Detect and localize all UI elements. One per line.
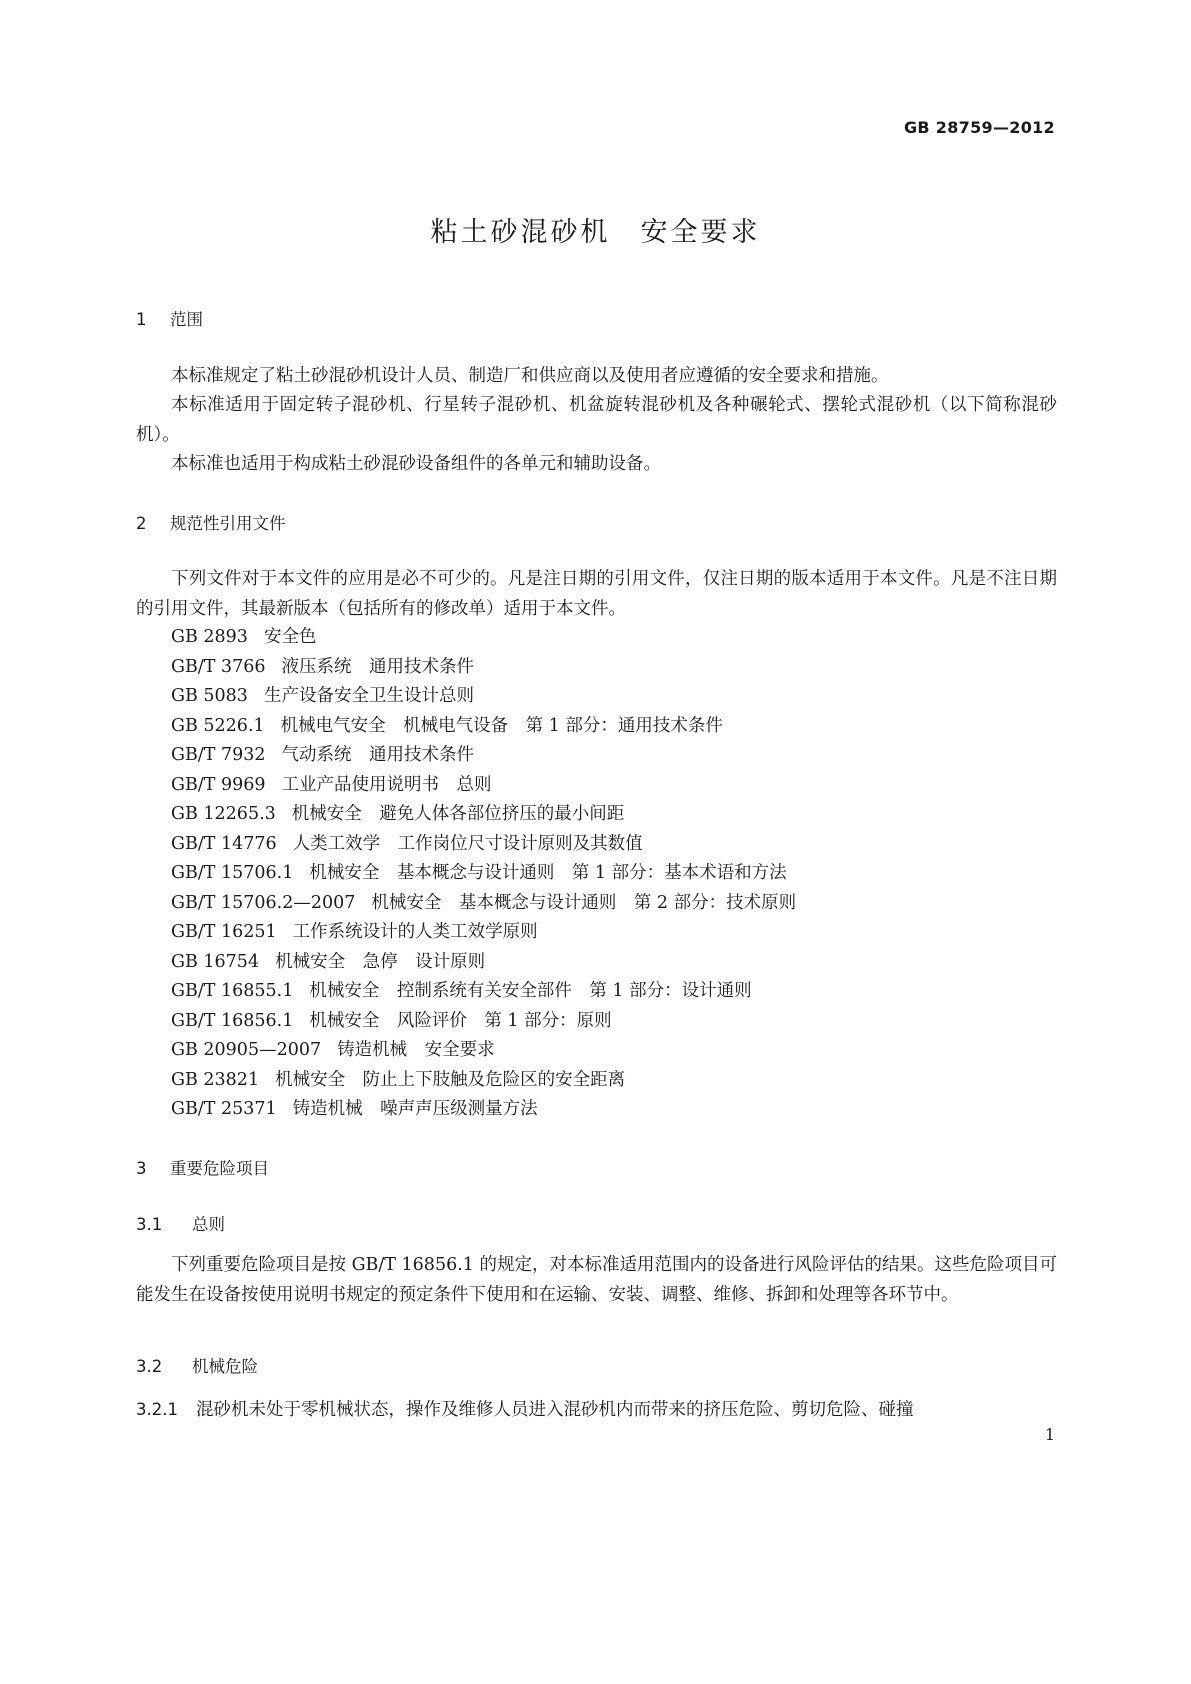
- section-2-intro: 下列文件对于本文件的应用是必不可少的。凡是注日期的引用文件，仅注日期的版本适用于本文件。凡是不注日期的引用文件，其最新版本（包括所有的修改单）适用于本文件。: [136, 569, 1057, 619]
- reference-title: 工作系统设计的人类工效学原则: [292, 922, 538, 942]
- reference-code: GB/T 7932: [171, 745, 266, 765]
- reference-title: 生产设备安全卫生设计总则: [263, 686, 474, 706]
- reference-title: 工业产品使用说明书 总则: [281, 774, 492, 795]
- section-title: 范围: [170, 310, 203, 329]
- reference-title: 铸造机械 安全要求: [337, 1040, 495, 1060]
- section-title: 重要危险项目: [170, 1159, 269, 1178]
- reference-code: GB 16754: [171, 951, 260, 972]
- clause-text: 混砂机未处于零机械状态，操作及维修人员进入混砂机内而带来的挤压危险、剪切危险、碰撞: [196, 1400, 914, 1420]
- list-item: [171, 859, 796, 889]
- reference-title: 安全色: [263, 627, 317, 647]
- list-item: [171, 1095, 796, 1125]
- reference-title: 机械安全 风险评价 第 1 部分：原则: [309, 1010, 612, 1031]
- reference-code: GB 20905—2007: [171, 1040, 322, 1060]
- reference-title: 气动系统 通用技术条件: [281, 745, 475, 765]
- section-1-heading: [136, 306, 203, 330]
- reference-title: 机械安全 急停 设计原则: [275, 951, 486, 972]
- list-item: [171, 771, 796, 801]
- list-item: [171, 918, 796, 948]
- list-item: [171, 623, 796, 653]
- reference-title: 液压系统 通用技术条件: [281, 656, 475, 677]
- subsection-title: 总则: [192, 1215, 225, 1234]
- reference-title: 铸造机械 噪声声压级测量方法: [292, 1099, 538, 1119]
- list-item: [171, 712, 796, 742]
- reference-title: 机械安全 避免人体各部位挤压的最小间距: [291, 804, 625, 824]
- normative-reference-list: [171, 623, 796, 1125]
- list-item: [171, 830, 796, 860]
- subsection-3-1-paragraph: 下列重要危险项目是按 GB/T 16856.1 的规定，对本标准适用范围内的设备进行风险评估的结果。这些危险项目可能发生在设备按使用说明书规定的预定条件下使用和在运输、安装、调整、维修、拆卸和处理等各环节中。: [136, 1255, 1057, 1305]
- reference-title: 机械安全 防止上下肢触及危险区的安全距离: [275, 1069, 626, 1090]
- reference-code: GB/T 16856.1: [171, 1010, 294, 1031]
- reference-code: GB/T 3766: [171, 656, 266, 677]
- page-number: 1: [1044, 1425, 1055, 1444]
- section-1-paragraph-1: 本标准规定了粘土砂混砂机设计人员、制造厂和供应商以及使用者应遵循的安全要求和措施。: [171, 366, 889, 386]
- list-item: [171, 977, 796, 1007]
- section-number: 3: [136, 1159, 147, 1178]
- document-title: 粘土砂混砂机 安全要求: [430, 217, 761, 248]
- list-item: [171, 741, 796, 771]
- list-item: [171, 889, 796, 919]
- list-item: [171, 1066, 796, 1096]
- list-item: [171, 1036, 796, 1066]
- reference-title: 人类工效学 工作岗位尺寸设计原则及其数值: [292, 833, 643, 854]
- reference-code: GB/T 16251: [171, 922, 277, 942]
- reference-code: GB 23821: [171, 1069, 260, 1090]
- section-2-heading: [136, 510, 286, 534]
- section-number: 1: [136, 310, 147, 329]
- section-1-paragraph-3: 本标准也适用于构成粘土砂混砂设备组件的各单元和辅助设备。: [171, 454, 661, 474]
- reference-title: 机械安全 基本概念与设计通则 第 2 部分：技术原则: [371, 892, 797, 913]
- reference-code: GB/T 15706.2—2007: [171, 892, 356, 913]
- clause-number: 3.2.1: [136, 1400, 178, 1419]
- reference-title: 机械电气安全 机械电气设备 第 1 部分：通用技术条件: [280, 715, 723, 736]
- reference-code: GB 5083: [171, 686, 248, 706]
- reference-code: GB/T 25371: [171, 1099, 277, 1119]
- list-item: [171, 1007, 796, 1037]
- subsection-3-1-heading: [136, 1211, 225, 1235]
- list-item: [171, 653, 796, 683]
- reference-code: GB/T 15706.1: [171, 863, 294, 883]
- subsection-number: 3.1: [136, 1215, 163, 1234]
- reference-code: GB 5226.1: [171, 715, 265, 736]
- list-item: [171, 948, 796, 978]
- subsection-title: 机械危险: [192, 1357, 258, 1376]
- reference-code: GB/T 9969: [171, 774, 266, 795]
- section-number: 2: [136, 514, 147, 533]
- reference-title: 机械安全 基本概念与设计通则 第 1 部分：基本术语和方法: [309, 863, 787, 883]
- reference-code: GB/T 16855.1: [171, 981, 294, 1001]
- standard-code: GB 28759—2012: [904, 118, 1055, 137]
- section-3-heading: [136, 1155, 269, 1179]
- section-title: 规范性引用文件: [170, 514, 286, 533]
- reference-title: 机械安全 控制系统有关安全部件 第 1 部分：设计通则: [309, 981, 752, 1001]
- reference-code: GB 12265.3: [171, 804, 276, 824]
- section-1-paragraph-2: 本标准适用于固定转子混砂机、行星转子混砂机、机盆旋转混砂机及各种碾轮式、摆轮式混砂机（以下简称混砂机）。: [136, 395, 1057, 445]
- list-item: [171, 800, 796, 830]
- clause-3-2-1: [136, 1396, 1057, 1421]
- list-item: [171, 682, 796, 712]
- reference-code: GB 2893: [171, 627, 248, 647]
- reference-code: GB/T 14776: [171, 833, 277, 854]
- subsection-number: 3.2: [136, 1357, 163, 1376]
- subsection-3-2-heading: [136, 1353, 258, 1377]
